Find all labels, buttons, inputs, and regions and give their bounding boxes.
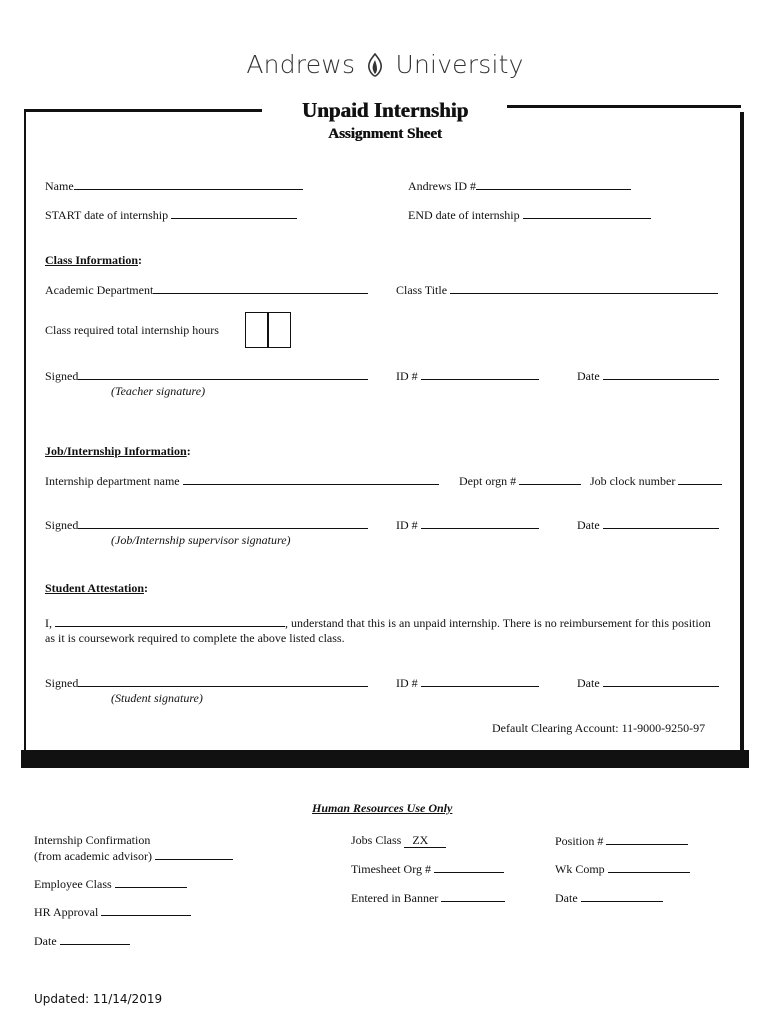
student-date-line[interactable] xyxy=(603,675,719,687)
internship-confirmation-field[interactable]: (from academic advisor) xyxy=(34,848,233,864)
hours-box-1[interactable] xyxy=(245,312,269,348)
academic-department-line[interactable] xyxy=(153,282,368,294)
job-clock-line[interactable] xyxy=(678,473,722,485)
clearing-account: Default Clearing Account: 11-9000-9250-97 xyxy=(492,721,706,735)
class-info-heading: Class Information: xyxy=(45,253,143,267)
teacher-id-field[interactable]: ID # xyxy=(396,368,539,384)
student-id-field[interactable]: ID # xyxy=(396,675,539,691)
timesheet-org-field[interactable]: Timesheet Org # xyxy=(351,861,504,877)
job-clock-field[interactable]: Job clock number xyxy=(590,473,722,489)
student-date-field[interactable]: Date xyxy=(577,675,719,691)
university-logo xyxy=(0,50,770,79)
dept-orgn-line[interactable] xyxy=(519,473,581,485)
supervisor-date-field[interactable]: Date xyxy=(577,517,719,533)
attestation-line-1: I, , understand that this is an unpaid internship. There is no reimbursement for this position xyxy=(45,616,711,630)
form-title: Unpaid Internship xyxy=(301,98,469,122)
form-subtitle: Assignment Sheet xyxy=(328,126,442,142)
start-date-line[interactable] xyxy=(171,207,297,219)
internship-confirmation-line[interactable] xyxy=(155,848,233,860)
hr-approval-line[interactable] xyxy=(101,904,191,916)
student-signature-caption: (Student signature) xyxy=(111,691,203,705)
attestation-line-2: as it is coursework required to complete the above listed class. xyxy=(45,631,345,645)
end-date-field[interactable]: END date of internship xyxy=(408,207,651,223)
frame-right xyxy=(740,112,744,751)
supervisor-date-line[interactable] xyxy=(603,517,719,529)
teacher-date-field[interactable]: Date xyxy=(577,368,719,384)
supervisor-id-field[interactable]: ID # xyxy=(396,517,539,533)
hr-approval-field[interactable]: HR Approval xyxy=(34,904,191,920)
entered-banner-field[interactable]: Entered in Banner xyxy=(351,890,505,906)
logo-text-left: Andrews xyxy=(246,50,356,79)
teacher-signed-field[interactable]: Signed xyxy=(45,368,368,384)
jobs-class-field[interactable]: Jobs Class ZX xyxy=(351,833,446,848)
internship-confirmation-label: Internship Confirmation xyxy=(34,833,151,847)
student-id-line[interactable] xyxy=(421,675,539,687)
class-title-line[interactable] xyxy=(450,282,718,294)
job-info-heading: Job/Internship Information: xyxy=(45,444,191,458)
hours-box-2[interactable] xyxy=(267,312,291,348)
supervisor-signature-line[interactable] xyxy=(78,517,368,529)
name-field[interactable]: Name xyxy=(45,178,303,194)
hr-section-title: Human Resources Use Only xyxy=(312,801,453,815)
internship-department-field[interactable]: Internship department name xyxy=(45,473,439,489)
teacher-date-line[interactable] xyxy=(603,368,719,380)
andrews-id-line[interactable] xyxy=(476,178,631,190)
position-field[interactable]: Position # xyxy=(555,833,688,849)
student-signed-field[interactable]: Signed xyxy=(45,675,368,691)
name-line[interactable] xyxy=(74,178,303,190)
employee-class-field[interactable]: Employee Class xyxy=(34,876,187,892)
teacher-signature-line[interactable] xyxy=(78,368,368,380)
entered-banner-line[interactable] xyxy=(441,890,505,902)
hr-date-right-field[interactable]: Date xyxy=(555,890,663,906)
hr-date-left-field[interactable]: Date xyxy=(34,933,130,949)
academic-department-field[interactable]: Academic Department xyxy=(45,282,368,298)
internship-department-line[interactable] xyxy=(183,473,439,485)
wk-comp-line[interactable] xyxy=(608,861,690,873)
hr-date-left-line[interactable] xyxy=(60,933,130,945)
logo-text-right: University xyxy=(395,50,524,79)
flame-logo-icon xyxy=(365,53,385,77)
hours-label: Class required total internship hours xyxy=(45,323,219,337)
end-date-line[interactable] xyxy=(523,207,651,219)
dept-orgn-field[interactable]: Dept orgn # xyxy=(459,473,581,489)
attestation-name-line[interactable] xyxy=(55,615,285,627)
attestation-heading: Student Attestation: xyxy=(45,581,149,595)
frame-left xyxy=(24,109,26,751)
teacher-signature-caption: (Teacher signature) xyxy=(111,384,206,398)
supervisor-signed-field[interactable]: Signed xyxy=(45,517,368,533)
frame-bottom-bar xyxy=(21,750,749,768)
andrews-id-field[interactable]: Andrews ID # xyxy=(408,178,631,194)
supervisor-id-line[interactable] xyxy=(421,517,539,529)
start-date-field[interactable]: START date of internship xyxy=(45,207,297,223)
supervisor-signature-caption: (Job/Internship supervisor signature) xyxy=(111,533,291,547)
class-title-field[interactable]: Class Title xyxy=(396,282,718,298)
position-line[interactable] xyxy=(606,833,688,845)
updated-date: Updated: 11/14/2019 xyxy=(34,992,163,1006)
student-signature-line[interactable] xyxy=(78,675,368,687)
teacher-id-line[interactable] xyxy=(421,368,539,380)
wk-comp-field[interactable]: Wk Comp xyxy=(555,861,690,877)
hr-date-right-line[interactable] xyxy=(581,890,663,902)
employee-class-line[interactable] xyxy=(115,876,187,888)
timesheet-org-line[interactable] xyxy=(434,861,504,873)
jobs-class-value[interactable]: ZX xyxy=(404,833,446,848)
